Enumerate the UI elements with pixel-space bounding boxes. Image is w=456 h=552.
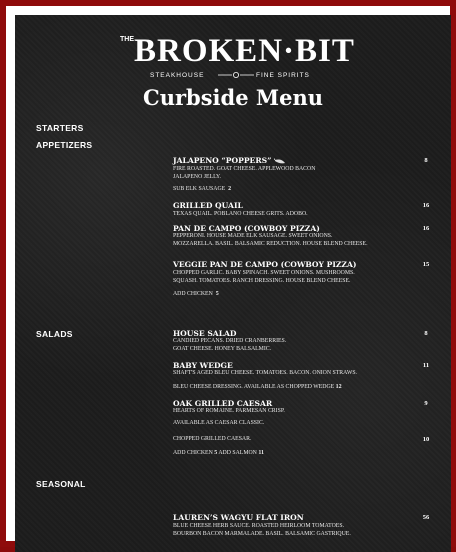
item-description: CANDIED PECANS. DRIED CRANBERRIES. xyxy=(173,338,287,344)
note-price: 12 xyxy=(335,384,342,390)
item-description: BOURBON BACON MARMALADE. BASIL. BALSAMIC GASTRIQUE. xyxy=(173,531,351,537)
item-note xyxy=(173,450,264,456)
item-price: 11 xyxy=(422,362,430,369)
note-price: 5 xyxy=(214,450,218,456)
item-description: SHAFT'S AGED BLEU CHEESE. TOMATOES. BACON. ONION STRAWS. xyxy=(173,370,358,376)
note-price: 5 xyxy=(215,291,219,297)
item-price: 9 xyxy=(424,400,428,407)
item-description: HEARTS OF ROMAINE. PARMESAN CRISP. xyxy=(173,408,285,414)
item-pan-de-campo: PAN DE CAMPO (COWBOY PIZZA) xyxy=(173,224,320,233)
item-description: FIRE ROASTED. GOAT CHEESE. APPLEWOOD BACON xyxy=(173,166,316,172)
item-description: MOZZARELLA. BASIL. BALSAMIC REDUCTION. HOUSE BLEND CHEESE. xyxy=(173,241,368,247)
item-price: 16 xyxy=(422,202,430,209)
note-price: 11 xyxy=(258,450,264,456)
item-price: 8 xyxy=(424,157,428,164)
item-note xyxy=(173,186,231,192)
note-text: SUB ELK SAUSAGE xyxy=(173,186,226,192)
item-description: CHOPPED GARLIC. BABY SPINACH. SWEET ONIONS. MUSHROOMS. xyxy=(173,270,355,276)
note-text: ADD SALMON xyxy=(218,450,257,456)
item-price: 56 xyxy=(422,514,430,521)
item-description: JALAPENO JELLY. xyxy=(173,174,221,180)
item-description: BLUE CHEESE HERB SAUCE. ROASTED HEIRLOOM TOMATOES. xyxy=(173,523,345,529)
item-price: 16 xyxy=(422,225,430,232)
section-starters: STARTERS xyxy=(36,123,84,133)
note-price: 2 xyxy=(228,186,232,192)
item-wagyu-flat-iron: LAUREN’S WAGYU FLAT IRON xyxy=(173,513,304,522)
item-grilled-quail: GRILLED QUAIL xyxy=(173,201,243,210)
section-seasonal: SEASONAL xyxy=(36,479,86,489)
logo-tag-steakhouse: STEAKHOUSE xyxy=(150,72,205,79)
item-note xyxy=(173,291,219,297)
broken-bit-logo xyxy=(120,30,356,80)
menu-page xyxy=(15,15,451,552)
menu-title: Curbside Menu xyxy=(142,85,324,110)
section-salads: SALADS xyxy=(36,329,73,339)
note-text: ADD CHICKEN xyxy=(173,450,213,456)
section-appetizers: APPETIZERS xyxy=(36,140,93,150)
item-jalapeno-poppers xyxy=(173,156,286,165)
item-house-salad: HOUSE SALAD xyxy=(173,329,237,338)
logo-flourish-icon xyxy=(216,70,256,80)
pepper-icon xyxy=(274,158,286,165)
item-price: 15 xyxy=(422,261,430,268)
item-description: PEPPERONI. HOUSE MADE ELK SAUSAGE. SWEET ONIONS. xyxy=(173,233,333,239)
item-name: JALAPENO “POPPERS” xyxy=(173,156,272,165)
item-price: 8 xyxy=(424,330,428,337)
item-note: AVAILABLE AS CAESAR CLASSIC. xyxy=(173,420,265,426)
item-description: GOAT CHEESE. HONEY BALSALMIC. xyxy=(173,346,272,352)
item-baby-wedge: BABY WEDGE xyxy=(173,361,233,370)
logo-the: THE xyxy=(120,36,134,43)
item-note: CHOPPED GRILLED CAESAR. xyxy=(173,436,252,442)
item-description: TEXAS QUAIL. POBLANO CHEESE GRITS. ADOBO. xyxy=(173,211,308,217)
logo-wordmark: BROKEN·BIT xyxy=(134,33,355,69)
item-oak-grilled-caesar: OAK GRILLED CAESAR xyxy=(173,399,273,408)
item-note xyxy=(173,384,342,390)
item-veggie-pan-de-campo: VEGGIE PAN DE CAMPO (COWBOY PIZZA) xyxy=(173,260,357,269)
note-text: BLEU CHEESE DRESSING. AVAILABLE AS CHOPPED WEDGE xyxy=(173,384,335,390)
note-text: ADD CHICKEN xyxy=(173,291,213,297)
item-description: SQUASH. TOMATOES. RANCH DRESSING. HOUSE BLEND CHEESE. xyxy=(173,278,351,284)
item-price: 10 xyxy=(422,436,430,443)
logo-tag-spirits: FINE SPIRITS xyxy=(256,72,310,79)
